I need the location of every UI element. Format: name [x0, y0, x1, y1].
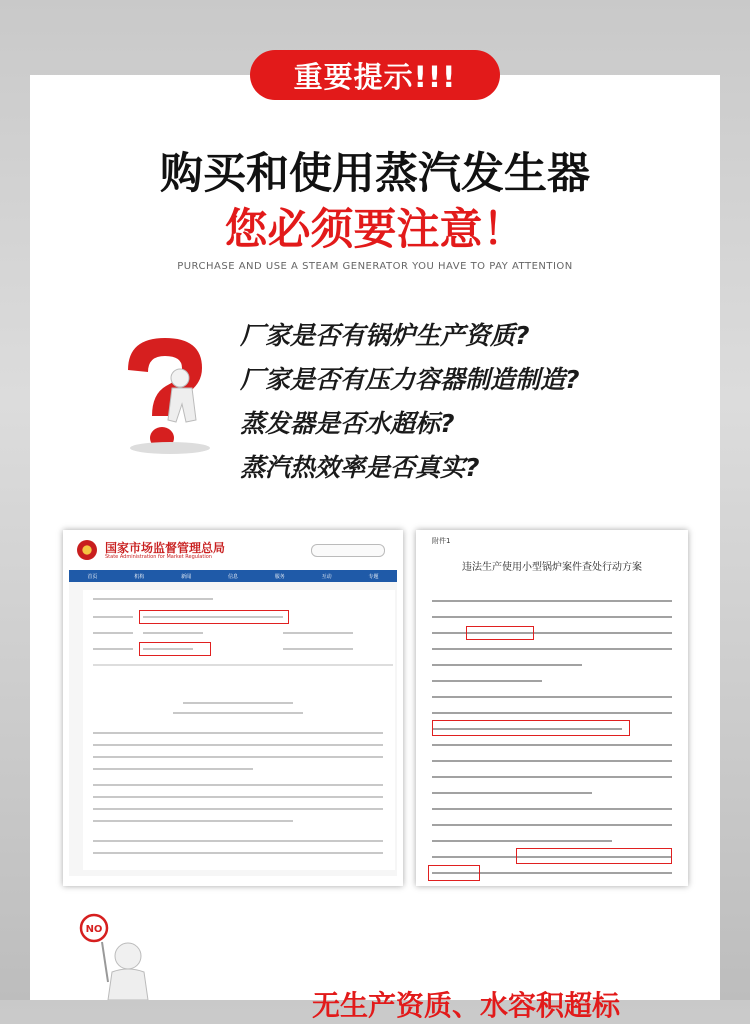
document-title: 违法生产使用小型锅炉案件查处行动方案: [462, 562, 642, 573]
samr-website-screenshot: [63, 530, 403, 886]
highlight-box: [139, 610, 289, 624]
highlight-box: [432, 720, 630, 736]
headline: 购买和使用蒸汽发生器: [160, 149, 590, 199]
english-subtitle: PURCHASE AND USE A STEAM GENERATOR YOU HAVE TO PAY ATTENTION: [177, 261, 573, 272]
bottom-warning-heading: 无生产资质、水容积超标: [312, 989, 621, 1022]
highlight-box: [428, 865, 480, 881]
highlight-box: [466, 626, 534, 640]
question-item: 厂家是否有压力容器制造制造?: [240, 365, 580, 394]
document-content: [83, 590, 395, 870]
nav-item: 服务: [274, 573, 285, 580]
site-subtitle: State Administration for Market Regulation: [105, 554, 212, 560]
highlight-box: [516, 848, 672, 864]
nav-item: 信息: [227, 573, 238, 580]
site-title: 国家市场监督管理总局: [105, 541, 226, 555]
site-nav: [69, 570, 397, 582]
nav-item: 新闻: [181, 573, 192, 580]
national-emblem-icon: [77, 540, 97, 560]
no-sign-label: NO: [85, 924, 103, 935]
website-header: [63, 530, 403, 570]
highlight-box: [139, 642, 211, 656]
nav-item: 专题: [368, 573, 379, 580]
headline-warning: 您必须要注意！: [224, 205, 526, 255]
nav-item: 首页: [87, 573, 98, 580]
question-mark-figure-icon: [110, 330, 220, 460]
document-page: [69, 582, 397, 876]
search-input: [311, 544, 385, 557]
question-item: 蒸汽热效率是否真实?: [240, 453, 480, 482]
no-sign-figure-icon: [78, 912, 168, 1000]
question-item: 厂家是否有锅炉生产资质?: [240, 321, 530, 350]
action-plan-document: [416, 530, 688, 886]
nav-item: 互动: [321, 573, 332, 580]
question-item: 蒸发器是否水超标?: [240, 409, 455, 438]
question-list: [240, 314, 710, 490]
attachment-label: 附件1: [432, 537, 451, 545]
nav-item: 机构: [134, 573, 145, 580]
important-notice-badge: 重要提示!!!: [250, 50, 500, 100]
